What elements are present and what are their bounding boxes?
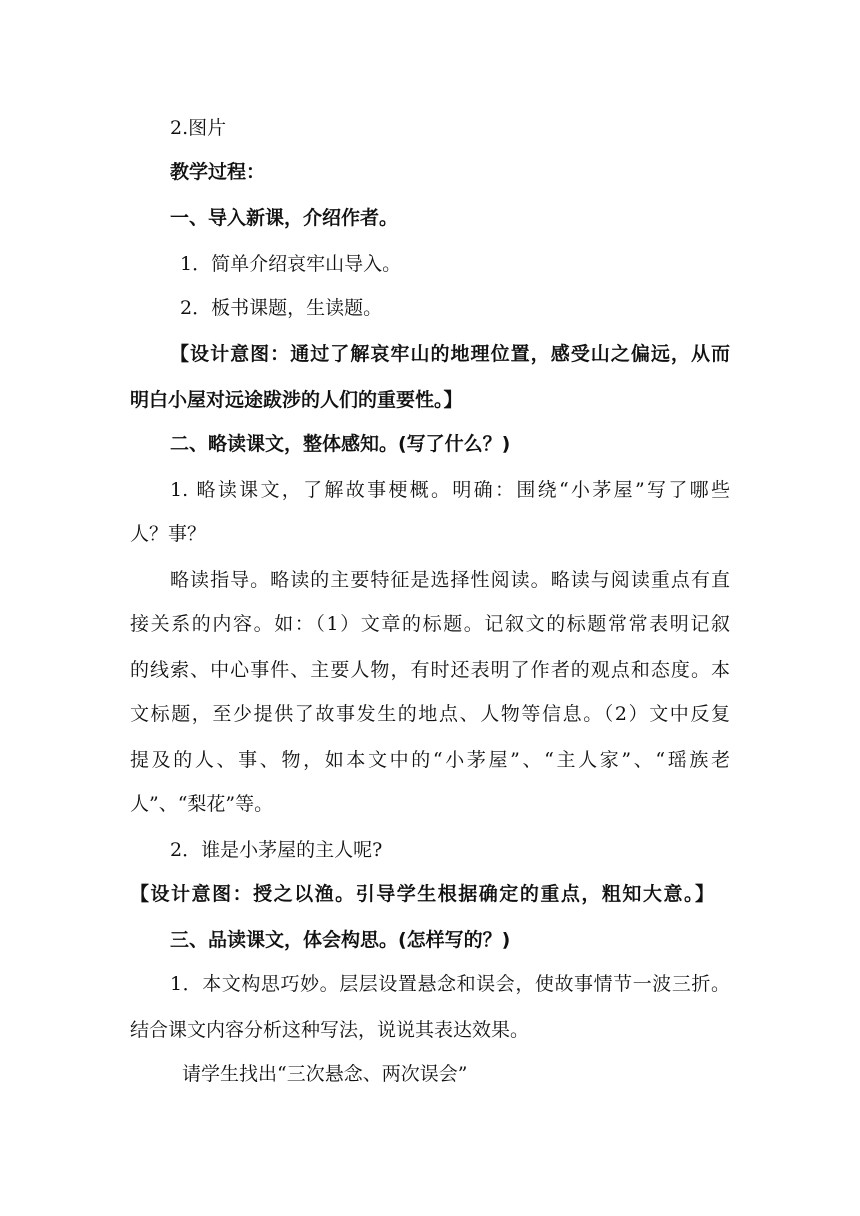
- guidance-line-4: 文标题，至少提供了故事发生的地点、人物等信息。（2）文中反复: [130, 703, 730, 725]
- step-2-1-line-2: 人？事？: [130, 523, 207, 545]
- step-3-1-line-1: 1．本文构思巧妙。层层设置悬念和误会，使故事情节一波三折。: [170, 973, 730, 995]
- design-intent-1-line-2: 明白小屋对远途跋涉的人们的重要性。】: [130, 389, 463, 411]
- guidance-line-3: 的线索、中心事件、主要人物，有时还表明了作者的观点和态度。本: [130, 659, 730, 681]
- student-task: 请学生找出“三次悬念、两次误会”: [182, 1063, 468, 1085]
- step-3-1-line-2: 结合课文内容分析这种写法，说说其表达效果。: [130, 1019, 530, 1041]
- step-2-1-line-1: 1. 略读课文，了解故事梗概。明确：围绕“小茅屋”写了哪些: [170, 479, 730, 501]
- step-2-2: 2．谁是小茅屋的主人呢?: [170, 839, 383, 861]
- section-heading-teaching-process: 教学过程：: [170, 161, 266, 183]
- section-heading-2: 二、略读课文，整体感知。(写了什么？): [170, 433, 511, 455]
- design-intent-2: 【设计意图：授之以渔。引导学生根据确定的重点，粗知大意。】: [130, 883, 714, 905]
- materials-item-2: 2.图片: [170, 117, 227, 139]
- step-1-1: 1．简单介绍哀牢山导入。: [180, 253, 402, 275]
- guidance-line-1: 略读指导。略读的主要特征是选择性阅读。略读与阅读重点有直: [170, 569, 730, 591]
- step-1-2: 2．板书课题，生读题。: [180, 297, 383, 319]
- guidance-line-2: 接关系的内容。如：（1）文章的标题。记叙文的标题常常表明记叙: [130, 613, 730, 635]
- design-intent-1-line-1: 【设计意图：通过了解哀牢山的地理位置，感受山之偏远，从而: [170, 343, 730, 365]
- guidance-line-6: 人”、“梨花”等。: [130, 793, 274, 815]
- section-heading-3: 三、品读课文，体会构思。(怎样写的？): [170, 929, 511, 951]
- section-heading-1: 一、导入新课，介绍作者。: [170, 207, 399, 229]
- guidance-line-5: 提及的人、事、物，如本文中的“小茅屋”、“主人家”、“瑶族老: [130, 749, 730, 771]
